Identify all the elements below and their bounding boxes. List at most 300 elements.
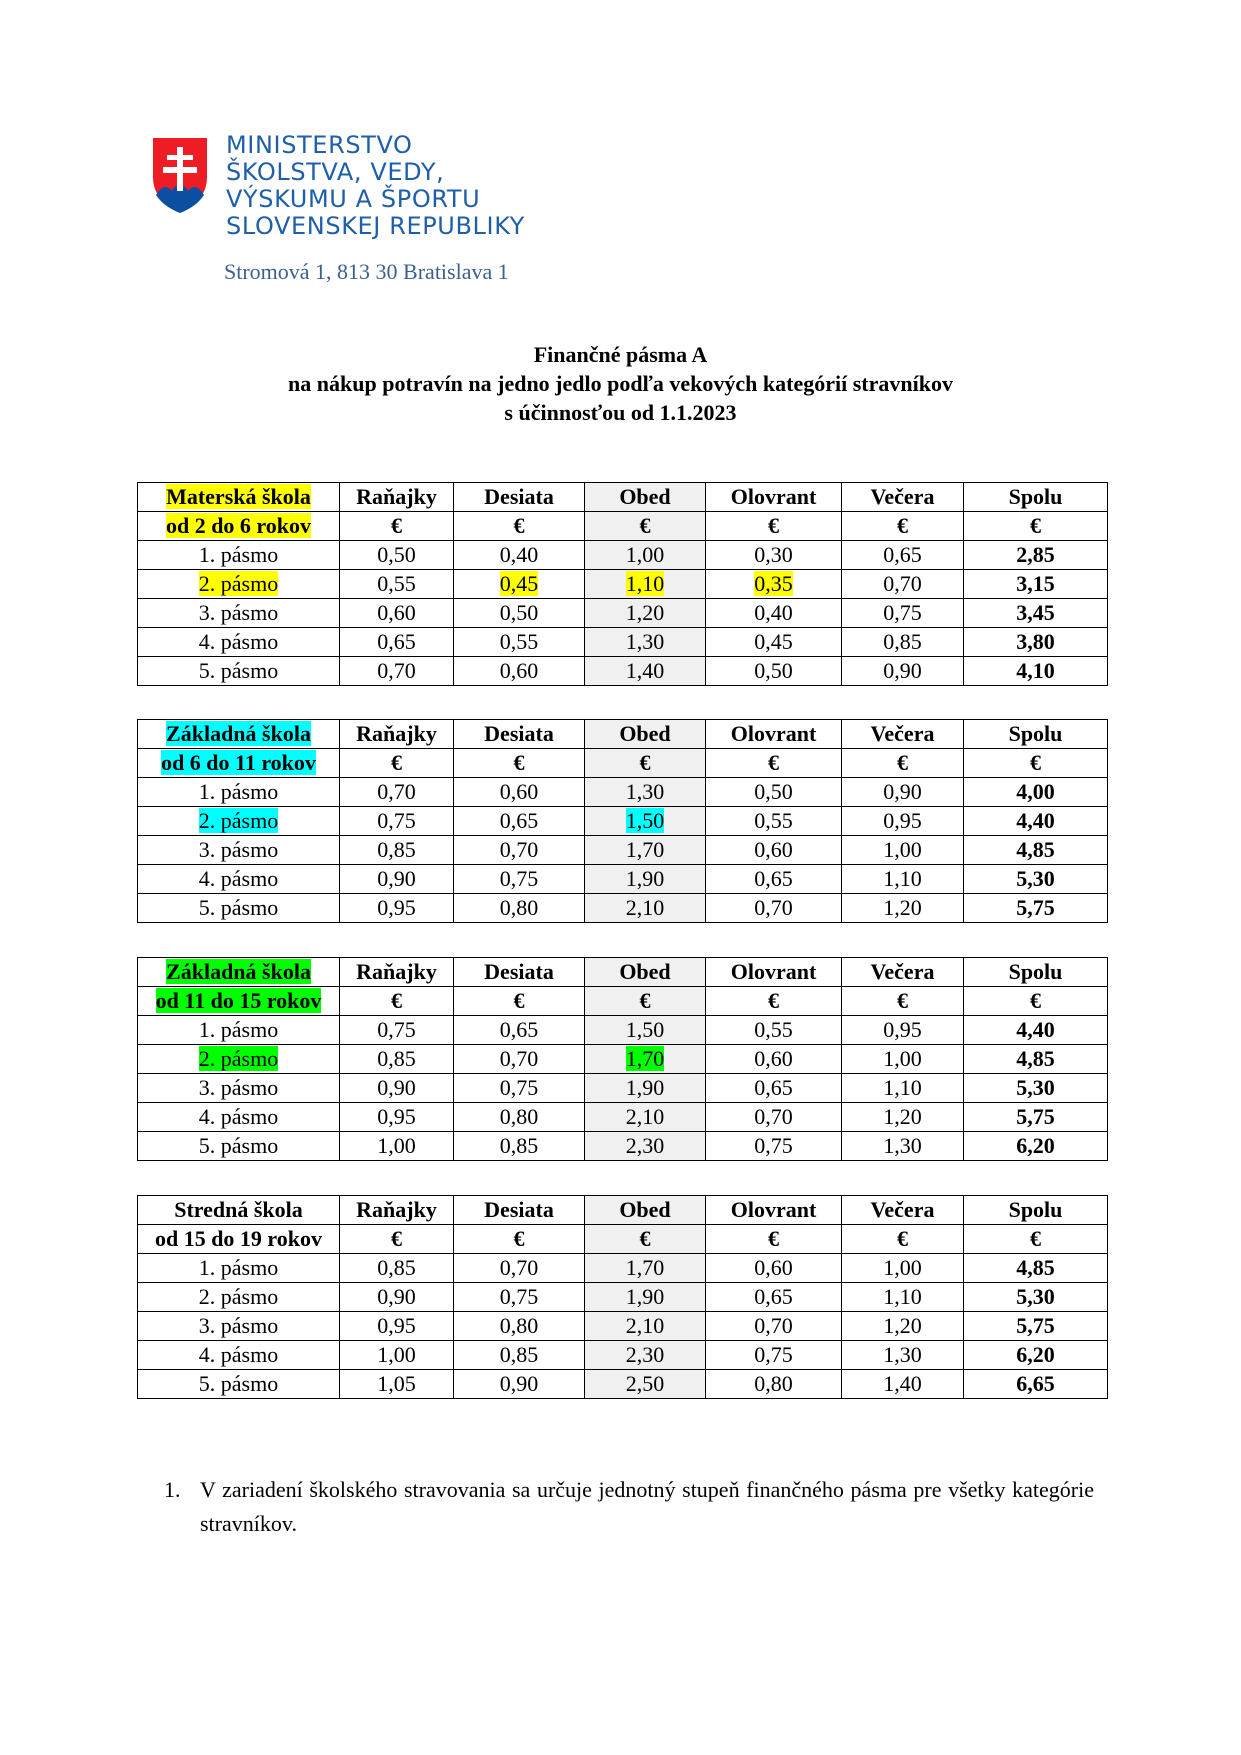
school-type-cell <box>138 1196 340 1225</box>
price-cell <box>454 541 585 570</box>
currency-cell: € <box>454 1225 585 1254</box>
price-cell <box>585 541 706 570</box>
total-value: 4,00 <box>1016 779 1055 804</box>
price-value: 0,75 <box>754 1342 793 1367</box>
price-cell <box>340 1132 454 1161</box>
price-value: 0,85 <box>377 1046 416 1071</box>
currency-cell: € <box>340 987 454 1016</box>
title-line-1: Finančné pásma A <box>533 342 708 367</box>
price-value: 1,00 <box>377 1342 416 1367</box>
price-cell <box>585 1370 706 1399</box>
price-table <box>137 719 1108 923</box>
total-cell <box>964 541 1108 570</box>
price-cell <box>706 541 842 570</box>
price-value: 0,80 <box>499 1313 539 1338</box>
price-value: 0,70 <box>377 779 416 804</box>
price-cell <box>706 1074 842 1103</box>
price-value: 1,10 <box>625 571 665 596</box>
total-value: 5,30 <box>1016 866 1055 891</box>
band-cell <box>138 1045 340 1074</box>
price-cell <box>706 894 842 923</box>
school-type-label: Základná škola <box>166 721 311 746</box>
price-cell <box>340 1370 454 1399</box>
currency-cell: € <box>842 512 964 541</box>
price-cell <box>340 1103 454 1132</box>
price-value: 1,40 <box>625 658 665 683</box>
price-cell <box>340 778 454 807</box>
total-value: 3,15 <box>1016 571 1055 596</box>
total-value: 4,40 <box>1016 808 1055 833</box>
price-table <box>137 482 1108 686</box>
price-value: 0,70 <box>883 571 922 596</box>
column-header: Spolu <box>964 958 1108 987</box>
price-cell <box>454 865 585 894</box>
price-value: 0,60 <box>499 779 539 804</box>
price-value: 1,05 <box>377 1371 416 1396</box>
price-value: 2,10 <box>625 1313 665 1338</box>
total-cell <box>964 1132 1108 1161</box>
currency-cell: € <box>340 512 454 541</box>
table-row <box>138 1283 1108 1312</box>
price-cell <box>585 1074 706 1103</box>
price-value: 0,70 <box>499 1255 539 1280</box>
column-header: Olovrant <box>706 1196 842 1225</box>
price-value: 0,55 <box>499 629 539 654</box>
price-cell <box>340 570 454 599</box>
price-value: 0,65 <box>883 542 922 567</box>
column-header: Desiata <box>454 483 585 512</box>
price-value: 0,75 <box>499 866 539 891</box>
total-value: 5,75 <box>1016 1104 1055 1129</box>
price-value: 0,40 <box>499 542 539 567</box>
price-value: 0,85 <box>377 837 416 862</box>
column-header: Obed <box>585 1196 706 1225</box>
total-cell <box>964 1254 1108 1283</box>
total-cell <box>964 865 1108 894</box>
price-cell <box>585 1312 706 1341</box>
currency-cell: € <box>842 1225 964 1254</box>
currency-cell: € <box>706 512 842 541</box>
band-cell <box>138 1283 340 1312</box>
column-header: Spolu <box>964 483 1108 512</box>
total-cell <box>964 628 1108 657</box>
price-value: 1,90 <box>625 1075 665 1100</box>
total-cell <box>964 1341 1108 1370</box>
price-value: 0,35 <box>754 571 793 596</box>
column-header: Večera <box>842 720 964 749</box>
band-label: 2. pásmo <box>198 808 279 833</box>
total-cell <box>964 1074 1108 1103</box>
total-cell <box>964 1370 1108 1399</box>
table-header-row <box>138 720 1108 749</box>
price-cell <box>842 1370 964 1399</box>
price-value: 0,70 <box>377 658 416 683</box>
currency-cell: € <box>454 749 585 778</box>
total-cell <box>964 1283 1108 1312</box>
band-label: 1. pásmo <box>198 1255 279 1280</box>
total-value: 3,45 <box>1016 600 1055 625</box>
price-cell <box>454 1283 585 1312</box>
band-label: 1. pásmo <box>198 779 279 804</box>
price-cell <box>706 1103 842 1132</box>
price-value: 1,10 <box>883 1075 922 1100</box>
column-header: Desiata <box>454 958 585 987</box>
band-label: 5. pásmo <box>198 658 279 683</box>
price-cell <box>585 1103 706 1132</box>
price-value: 0,70 <box>499 837 539 862</box>
price-cell <box>585 1045 706 1074</box>
school-type-cell <box>138 720 340 749</box>
price-cell <box>585 657 706 686</box>
price-value: 1,00 <box>883 1046 922 1071</box>
band-cell <box>138 599 340 628</box>
age-range-cell <box>138 987 340 1016</box>
price-value: 1,00 <box>377 1133 416 1158</box>
price-cell <box>340 836 454 865</box>
price-value: 0,70 <box>499 1046 539 1071</box>
currency-cell: € <box>964 987 1108 1016</box>
price-value: 0,45 <box>754 629 793 654</box>
total-value: 6,20 <box>1016 1133 1055 1158</box>
age-range-label: od 6 do 11 rokov <box>161 750 316 775</box>
currency-cell: € <box>340 749 454 778</box>
price-cell <box>585 1341 706 1370</box>
band-cell <box>138 1016 340 1045</box>
total-cell <box>964 778 1108 807</box>
band-cell <box>138 1074 340 1103</box>
band-label: 4. pásmo <box>198 629 279 654</box>
band-label: 5. pásmo <box>198 895 279 920</box>
price-value: 0,75 <box>883 600 922 625</box>
band-label: 2. pásmo <box>198 1284 279 1309</box>
price-cell <box>340 1312 454 1341</box>
price-value: 0,90 <box>883 779 922 804</box>
price-value: 0,90 <box>883 658 922 683</box>
band-label: 5. pásmo <box>198 1133 279 1158</box>
total-cell <box>964 807 1108 836</box>
price-value: 0,95 <box>377 1104 416 1129</box>
band-cell <box>138 778 340 807</box>
price-value: 0,80 <box>754 1371 793 1396</box>
price-cell <box>842 836 964 865</box>
price-cell <box>842 628 964 657</box>
price-cell <box>454 1045 585 1074</box>
price-cell <box>454 1370 585 1399</box>
price-cell <box>454 836 585 865</box>
school-type-cell <box>138 958 340 987</box>
table-row <box>138 570 1108 599</box>
price-value: 0,65 <box>754 1284 793 1309</box>
band-label: 4. pásmo <box>198 1104 279 1129</box>
price-cell <box>454 1132 585 1161</box>
price-table <box>137 957 1108 1161</box>
age-range-cell <box>138 1225 340 1254</box>
band-cell <box>138 1132 340 1161</box>
price-value: 1,30 <box>883 1133 922 1158</box>
price-value: 0,65 <box>754 1075 793 1100</box>
table-row <box>138 657 1108 686</box>
price-cell <box>706 865 842 894</box>
price-cell <box>340 628 454 657</box>
band-cell <box>138 1341 340 1370</box>
band-label: 3. pásmo <box>198 1075 279 1100</box>
column-header: Raňajky <box>340 483 454 512</box>
currency-cell: € <box>585 749 706 778</box>
table-row <box>138 1045 1108 1074</box>
price-cell <box>585 1132 706 1161</box>
price-cell <box>585 865 706 894</box>
price-cell <box>454 570 585 599</box>
total-value: 3,80 <box>1016 629 1055 654</box>
price-cell <box>340 541 454 570</box>
price-value: 0,50 <box>499 600 539 625</box>
price-cell <box>585 836 706 865</box>
price-cell <box>842 807 964 836</box>
age-range-label: od 2 do 6 rokov <box>165 513 312 538</box>
table-row <box>138 1312 1108 1341</box>
total-value: 4,85 <box>1016 837 1055 862</box>
price-value: 0,85 <box>499 1342 539 1367</box>
band-label: 3. pásmo <box>198 837 279 862</box>
price-value: 1,10 <box>883 1284 922 1309</box>
price-value: 0,85 <box>377 1255 416 1280</box>
price-cell <box>340 1254 454 1283</box>
band-cell <box>138 865 340 894</box>
band-cell <box>138 1254 340 1283</box>
price-cell <box>340 1341 454 1370</box>
price-value: 0,70 <box>754 1104 793 1129</box>
price-cell <box>706 1045 842 1074</box>
price-value: 0,80 <box>499 1104 539 1129</box>
table-currency-row <box>138 1225 1108 1254</box>
price-value: 0,85 <box>883 629 922 654</box>
price-value: 0,65 <box>377 629 416 654</box>
price-value: 1,20 <box>883 895 922 920</box>
column-header: Večera <box>842 958 964 987</box>
table-currency-row <box>138 749 1108 778</box>
total-value: 4,85 <box>1016 1046 1055 1071</box>
price-cell <box>454 1254 585 1283</box>
band-cell <box>138 570 340 599</box>
age-range-cell <box>138 512 340 541</box>
price-value: 0,90 <box>377 1075 416 1100</box>
band-label: 2. pásmo <box>198 571 279 596</box>
total-value: 4,85 <box>1016 1255 1055 1280</box>
price-value: 1,70 <box>625 1255 665 1280</box>
price-cell <box>454 1341 585 1370</box>
band-cell <box>138 628 340 657</box>
table-row <box>138 1074 1108 1103</box>
table-row <box>138 836 1108 865</box>
price-cell <box>454 628 585 657</box>
total-value: 4,10 <box>1016 658 1055 683</box>
price-value: 1,70 <box>625 1046 665 1071</box>
price-value: 0,90 <box>377 866 416 891</box>
price-cell <box>842 599 964 628</box>
price-value: 1,90 <box>625 866 665 891</box>
note-text: V zariadení školského stravovania sa určuje jednotný stupeň finančného pásma pre všetky kategórie stravníkov. <box>200 1477 1094 1536</box>
price-value: 0,55 <box>377 571 416 596</box>
price-cell <box>706 778 842 807</box>
price-cell <box>842 1341 964 1370</box>
total-value: 5,30 <box>1016 1284 1055 1309</box>
column-header: Olovrant <box>706 720 842 749</box>
price-value: 1,20 <box>883 1313 922 1338</box>
price-cell <box>340 599 454 628</box>
price-value: 0,40 <box>754 600 793 625</box>
price-value: 1,90 <box>625 1284 665 1309</box>
price-value: 1,20 <box>883 1104 922 1129</box>
table-row <box>138 1370 1108 1399</box>
column-header: Spolu <box>964 1196 1108 1225</box>
price-cell <box>585 1254 706 1283</box>
table-row <box>138 1103 1108 1132</box>
price-cell <box>340 1016 454 1045</box>
table-header-row <box>138 1196 1108 1225</box>
school-type-label: Stredná škola <box>174 1197 303 1222</box>
price-cell <box>340 1045 454 1074</box>
age-range-cell <box>138 749 340 778</box>
title-line-3: s účinnosťou od 1.1.2023 <box>504 400 737 425</box>
price-value: 0,60 <box>377 600 416 625</box>
price-value: 0,85 <box>499 1133 539 1158</box>
total-value: 5,75 <box>1016 1313 1055 1338</box>
ministry-line: MINISTERSTVO <box>226 131 413 159</box>
school-type-cell <box>138 483 340 512</box>
ministry-name <box>226 132 525 240</box>
table-currency-row <box>138 987 1108 1016</box>
price-value: 0,45 <box>499 571 539 596</box>
table-row <box>138 628 1108 657</box>
table-row <box>138 1254 1108 1283</box>
table-header-row <box>138 483 1108 512</box>
currency-cell: € <box>585 987 706 1016</box>
price-value: 0,80 <box>499 895 539 920</box>
currency-cell: € <box>842 987 964 1016</box>
price-cell <box>706 807 842 836</box>
band-label: 1. pásmo <box>198 542 279 567</box>
table-row <box>138 778 1108 807</box>
price-value: 1,30 <box>625 779 665 804</box>
price-value: 0,95 <box>377 895 416 920</box>
price-value: 0,95 <box>377 1313 416 1338</box>
price-value: 0,50 <box>754 658 793 683</box>
table-row <box>138 894 1108 923</box>
price-value: 0,65 <box>754 866 793 891</box>
price-cell <box>585 570 706 599</box>
total-value: 6,20 <box>1016 1342 1055 1367</box>
price-value: 0,55 <box>754 808 793 833</box>
total-cell <box>964 599 1108 628</box>
price-cell <box>842 541 964 570</box>
price-value: 0,75 <box>377 1017 416 1042</box>
price-cell <box>706 836 842 865</box>
price-cell <box>706 570 842 599</box>
column-header: Raňajky <box>340 958 454 987</box>
currency-cell: € <box>706 1225 842 1254</box>
price-cell <box>842 1132 964 1161</box>
slovak-coat-of-arms-icon <box>150 135 210 215</box>
price-cell <box>842 657 964 686</box>
currency-cell: € <box>706 987 842 1016</box>
table-row <box>138 807 1108 836</box>
price-cell <box>585 1016 706 1045</box>
column-header: Obed <box>585 483 706 512</box>
school-type-label: Základná škola <box>166 959 311 984</box>
price-cell <box>585 807 706 836</box>
ministry-line: ŠKOLSTVA, VEDY, <box>226 158 445 186</box>
total-value: 5,30 <box>1016 1075 1055 1100</box>
band-cell <box>138 836 340 865</box>
price-cell <box>842 894 964 923</box>
price-cell <box>706 1341 842 1370</box>
total-cell <box>964 1312 1108 1341</box>
table-currency-row <box>138 512 1108 541</box>
price-cell <box>842 1312 964 1341</box>
price-cell <box>454 1312 585 1341</box>
price-value: 1,20 <box>625 600 665 625</box>
total-cell <box>964 1016 1108 1045</box>
band-label: 3. pásmo <box>198 600 279 625</box>
price-cell <box>842 865 964 894</box>
price-value: 1,40 <box>883 1371 922 1396</box>
price-value: 0,75 <box>499 1075 539 1100</box>
total-value: 5,75 <box>1016 895 1055 920</box>
price-value: 1,00 <box>883 1255 922 1280</box>
price-cell <box>454 599 585 628</box>
price-value: 2,50 <box>625 1371 665 1396</box>
price-value: 0,75 <box>754 1133 793 1158</box>
document-title <box>0 340 1241 427</box>
price-value: 0,65 <box>499 808 539 833</box>
column-header: Raňajky <box>340 720 454 749</box>
price-value: 1,30 <box>883 1342 922 1367</box>
price-value: 1,50 <box>625 808 665 833</box>
price-value: 0,60 <box>754 1255 793 1280</box>
price-cell <box>842 1074 964 1103</box>
currency-cell: € <box>340 1225 454 1254</box>
total-cell <box>964 894 1108 923</box>
column-header: Večera <box>842 483 964 512</box>
price-value: 1,50 <box>625 1017 665 1042</box>
band-cell <box>138 541 340 570</box>
column-header: Obed <box>585 958 706 987</box>
currency-cell: € <box>585 512 706 541</box>
ministry-line: VÝSKUMU A ŠPORTU <box>226 185 481 213</box>
column-header: Spolu <box>964 720 1108 749</box>
table-row <box>138 541 1108 570</box>
price-value: 2,10 <box>625 895 665 920</box>
price-cell <box>842 1045 964 1074</box>
table-row <box>138 599 1108 628</box>
price-value: 2,30 <box>625 1133 665 1158</box>
title-line-2: na nákup potravín na jedno jedlo podľa vekových kategórií stravníkov <box>288 371 953 396</box>
price-value: 0,60 <box>754 1046 793 1071</box>
price-cell <box>340 657 454 686</box>
price-cell <box>706 657 842 686</box>
total-value: 2,85 <box>1016 542 1055 567</box>
price-value: 0,60 <box>754 837 793 862</box>
price-value: 0,55 <box>754 1017 793 1042</box>
table-row <box>138 865 1108 894</box>
price-value: 1,00 <box>883 837 922 862</box>
price-cell <box>585 894 706 923</box>
band-cell <box>138 1312 340 1341</box>
currency-cell: € <box>706 749 842 778</box>
column-header: Olovrant <box>706 483 842 512</box>
price-cell <box>340 807 454 836</box>
price-cell <box>454 657 585 686</box>
